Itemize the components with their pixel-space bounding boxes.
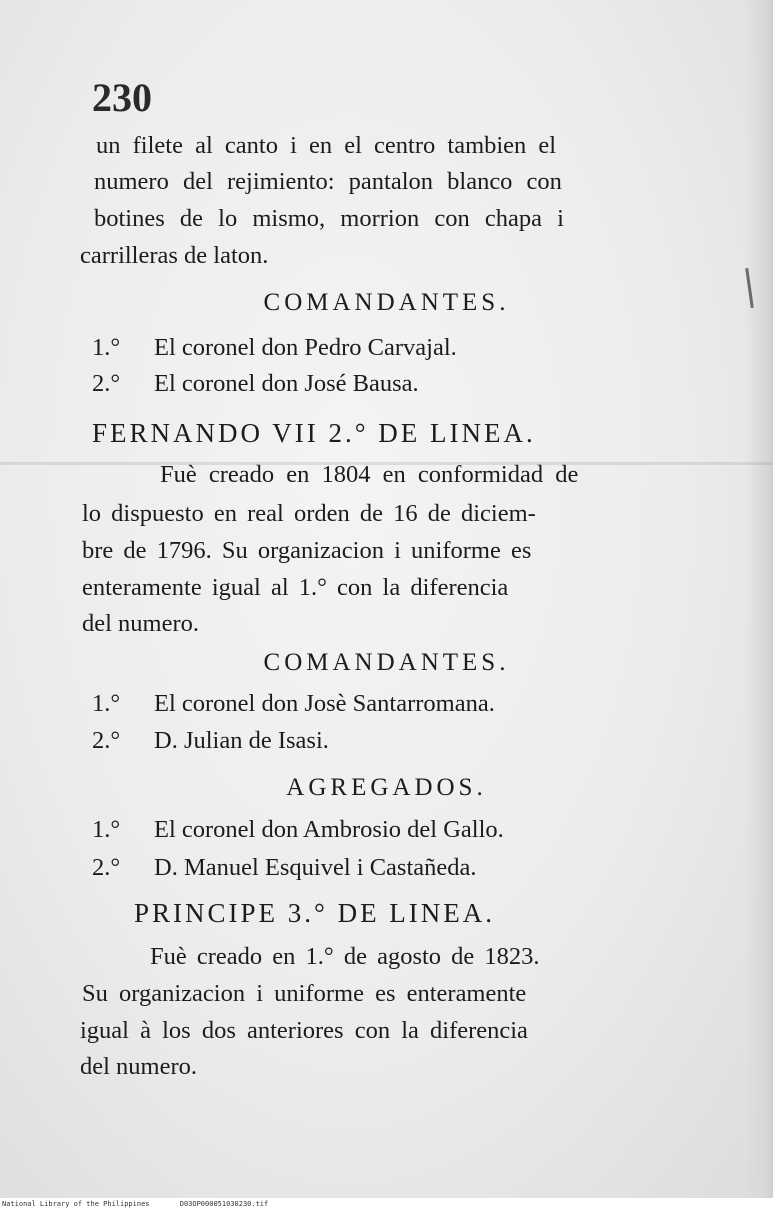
list-item-number: 1.° (92, 334, 121, 361)
list-item-number: 1.° (92, 690, 121, 717)
list-item-text: El coronel don Ambrosio del Gallo. (154, 816, 504, 843)
list-item (92, 692, 495, 717)
list-item (92, 856, 477, 881)
paragraph-line: botines de lo mismo, morrion con chapa i (94, 205, 564, 232)
paragraph-line: Fuè creado en 1.° de agosto de 1823. (150, 943, 540, 970)
paragraph-line: enteramente igual al 1.° con la diferencia (82, 574, 509, 601)
list-item (92, 336, 457, 361)
list-item (92, 372, 419, 397)
section-heading: COMANDANTES. (263, 289, 510, 316)
list-item-text: El coronel don Josè Santarromana. (154, 690, 495, 717)
footer-file: D03OP000051030230.tif (179, 1200, 269, 1208)
list-item-number: 2.° (92, 370, 121, 397)
list-item-text: D. Julian de Isasi. (154, 727, 329, 754)
paragraph-line: numero del rejimiento: pantalon blanco con (94, 168, 562, 195)
page-edge-shadow (745, 0, 773, 1198)
list-item (92, 729, 329, 754)
paragraph-line: Fuè creado en 1804 en conformidad de (160, 461, 579, 488)
paragraph-line: carrilleras de laton. (80, 242, 269, 269)
list-item-number: 2.° (92, 854, 121, 881)
section-heading: COMANDANTES. (263, 649, 510, 676)
list-item-number: 2.° (92, 727, 121, 754)
regiment-title: PRINCIPE 3.° DE LINEA. (134, 898, 496, 928)
regiment-title: FERNANDO VII 2.° DE LINEA. (92, 418, 536, 448)
paragraph-line: igual à los dos anteriores con la diferencia (80, 1017, 528, 1044)
paragraph-line: Su organizacion i uniforme es enteramente (82, 980, 527, 1007)
list-item (92, 818, 504, 843)
paragraph-line: bre de 1796. Su organizacion i uniforme es (82, 537, 532, 564)
paragraph-line: lo dispuesto en real orden de 16 de diciem- (82, 500, 536, 527)
paragraph-line: del numero. (80, 1053, 198, 1080)
paragraph-line: un filete al canto i en el centro tambien el (96, 132, 557, 159)
list-item-text: El coronel don José Bausa. (154, 370, 419, 397)
section-heading: AGREGADOS. (286, 774, 487, 801)
page-number: 230 (92, 75, 152, 120)
footer-library: National Library of the Philippines (2, 1200, 150, 1208)
list-item-text: D. Manuel Esquivel i Castañeda. (154, 854, 477, 881)
list-item-text: El coronel don Pedro Carvajal. (154, 334, 457, 361)
scan-footer (2, 1200, 294, 1208)
paragraph-line: del numero. (82, 610, 200, 637)
list-item-number: 1.° (92, 816, 121, 843)
